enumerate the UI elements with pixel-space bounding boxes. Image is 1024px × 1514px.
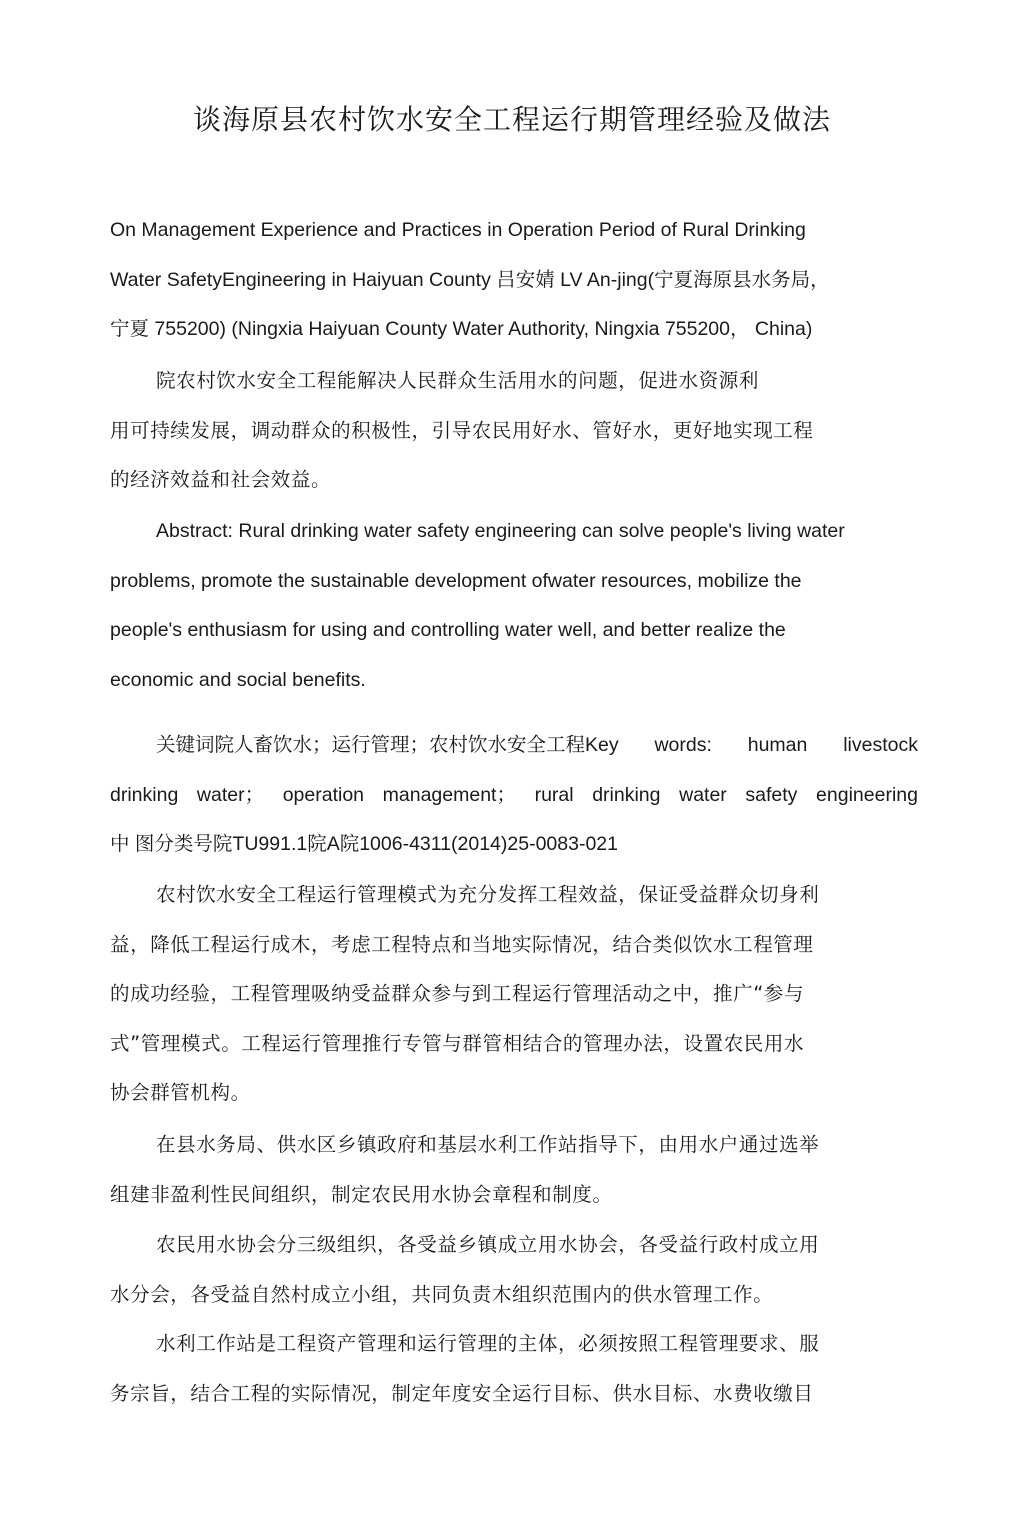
paragraph-line: 的成功经验，工程管理吸纳受益群众参与到工程运行管理活动之中，推广“参与: [110, 982, 805, 1005]
keywords-word: operation: [282, 783, 365, 806]
paragraph-line: 在县水务局、供水区乡镇政府和基层水利工作站指导下，由用水户通过选举: [156, 1133, 820, 1156]
keywords-word: water: [679, 783, 727, 806]
keywords-word: livestock: [843, 734, 918, 756]
abstract-zh: [110, 356, 918, 505]
keywords-word: 关键词院人畜饮水；运行管理；农村饮水安全工程Key: [156, 734, 619, 756]
abstract-en-line: people's enthusiasm for using and controlling water well, and better realize the: [110, 619, 786, 641]
paragraph-line: 益，降低工程运行成木，考虑工程特点和当地实际情况，结合类似饮水工程管理: [110, 932, 814, 956]
paragraph-2: [110, 1120, 918, 1219]
keywords-word: drinking: [110, 783, 179, 806]
abstract-zh-line: 用可持续发展，调动群众的积极性，引导农民用好水、管好水，更好地实现工程: [110, 418, 814, 442]
paragraph-line: 水分会，各受益自然村成立小组，共同负责木组织范围内的供水管理工作。: [110, 1282, 774, 1306]
abstract-zh-line: 的经济效益和社会效益。: [110, 468, 332, 491]
keywords-word: safety: [745, 783, 798, 806]
keywords-word: management；: [382, 783, 516, 806]
keywords-word: words:: [654, 734, 712, 756]
english-title-block: [110, 206, 918, 355]
abstract-en: [110, 507, 918, 705]
keywords-word: engineering: [816, 783, 918, 806]
paragraph-4: [110, 1319, 918, 1418]
paragraph-line: 农民用水协会分三级组织，各受益乡镇成立用水协会，各受益行政村成立用: [156, 1233, 820, 1256]
keywords-line: [110, 721, 918, 771]
classification-line: 中 图分类号院TU991.1院A院1006-4311(2014)25-0083-021: [110, 833, 618, 855]
document-title: 谈海原县农村饮水安全工程运行期管理经验及做法: [192, 103, 831, 136]
keywords-block: [110, 721, 918, 870]
english-title-line: On Management Experience and Practices in Operation Period of Rural Drinking: [110, 219, 806, 241]
english-title-line: Water SafetyEngineering in Haiyuan County 吕安婧 LV An-jing(宁夏海原县水务局，: [110, 268, 830, 291]
keywords-word: drinking: [592, 783, 661, 806]
abstract-en-line: problems, promote the sustainable development ofwater resources, mobilize the: [110, 569, 802, 592]
paragraph-line: 协会群管机构。: [110, 1081, 251, 1104]
paragraph-line: 水利工作站是工程资产管理和运行管理的主体，必须按照工程管理要求、服: [156, 1332, 820, 1355]
paragraph-line: 务宗旨，结合工程的实际情况，制定年度安全运行目标、供水目标、水费收缴目: [110, 1381, 814, 1405]
abstract-zh-line: 院农村饮水安全工程能解决人民群众生活用水的问题，促进水资源利: [156, 369, 760, 392]
paragraph-1: [110, 870, 918, 1118]
paragraph-line: 式”管理模式。工程运行管理推行专管与群管相结合的管理办法，设置农民用水: [110, 1031, 805, 1055]
english-title-line: 宁夏 755200) (Ningxia Haiyuan County Water Authority, Ningxia 755200， China): [110, 318, 813, 340]
abstract-en-line: Abstract: Rural drinking water safety engineering can solve people's living water: [156, 520, 845, 542]
abstract-en-line: economic and social benefits.: [110, 668, 366, 691]
keywords-word: water；: [196, 783, 265, 806]
keywords-line: [110, 771, 918, 821]
paragraph-3: [110, 1220, 918, 1319]
keywords-word: rural: [534, 783, 574, 806]
paragraph-line: 组建非盈利性民间组织，制定农民用水协会章程和制度。: [110, 1182, 613, 1206]
paragraph-line: 农村饮水安全工程运行管理模式为充分发挥工程效益，保证受益群众切身利: [156, 883, 820, 906]
keywords-word: human: [747, 734, 808, 756]
